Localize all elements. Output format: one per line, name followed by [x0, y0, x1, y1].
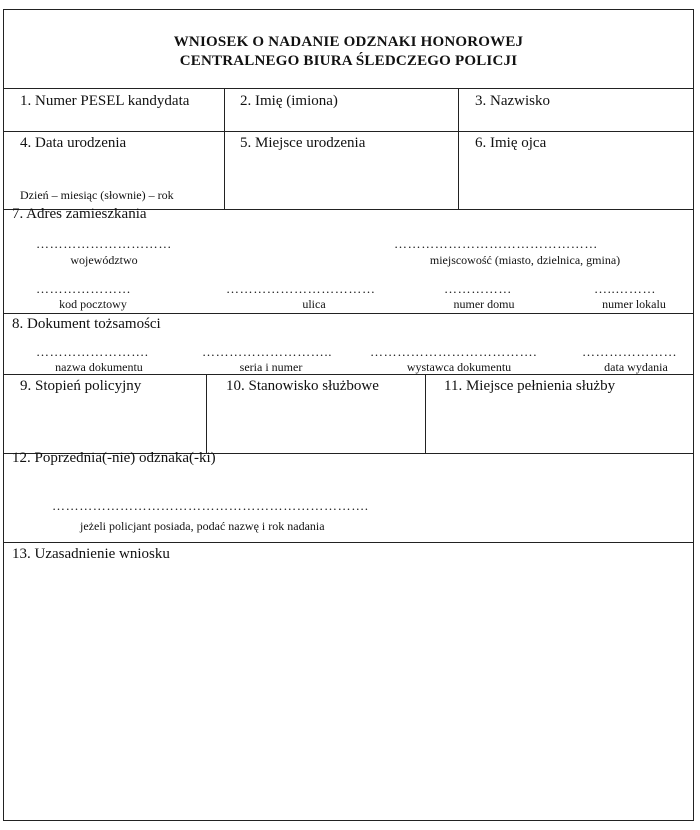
document-name-caption: nazwa dokumentu [55, 360, 143, 374]
document-name-dots: ……………………. [36, 344, 149, 359]
field-police-rank-label: 9. Stopień policyjny [20, 378, 142, 394]
form-title-line1: WNIOSEK O NADANIE ODZNAKI HONOROWEJ [173, 34, 524, 50]
field-birth-date-label: 4. Data urodzenia [20, 135, 127, 151]
field-id-document-label: 8. Dokument tożsamości [12, 316, 161, 332]
field-position-label: 10. Stanowisko służbowe [226, 378, 379, 394]
address-voivodeship-dots: ………………………… [36, 236, 172, 251]
field-previous-badges-label: 12. Poprzednia(-nie) odznaka(-ki) [12, 450, 216, 466]
previous-badges-dots: ……………………………………………………………. [52, 498, 369, 513]
divider [206, 374, 207, 453]
field-address-label: 7. Adres zamieszkania [12, 206, 147, 222]
document-issue-date-caption: data wydania [604, 360, 668, 374]
document-series-caption: seria i numer [239, 360, 303, 374]
divider [4, 88, 693, 89]
address-street-dots: …………………………… [226, 281, 376, 296]
address-flat-number-dots: …..……… [594, 281, 657, 296]
field-birth-place-label: 5. Miejsce urodzenia [240, 135, 366, 151]
address-voivodeship-caption: województwo [70, 253, 138, 267]
address-locality-caption: miejscowość (miasto, dzielnica, gmina) [429, 253, 621, 267]
document-issuer-caption: wystawca dokumentu [406, 360, 512, 374]
previous-badges-hint: jeżeli policjant posiada, podać nazwę i rok nadania [80, 519, 325, 533]
address-postcode-dots: ………………… [36, 281, 132, 296]
field-first-name-label: 2. Imię (imiona) [240, 93, 338, 109]
field-service-place-label: 11. Miejsce pełnienia służby [444, 378, 616, 394]
address-locality-dots: ……………………………………… [394, 236, 598, 251]
divider [425, 374, 426, 453]
address-street-caption: ulica [302, 297, 326, 311]
divider [4, 374, 693, 375]
field-father-name-label: 6. Imię ojca [475, 135, 547, 151]
field-surname-label: 3. Nazwisko [475, 93, 550, 109]
address-house-number-caption: numer domu [453, 297, 515, 311]
address-house-number-dots: …………… [444, 281, 512, 296]
divider [458, 88, 459, 209]
divider [4, 313, 693, 314]
address-postcode-caption: kod pocztowy [59, 297, 127, 311]
field-pesel-label: 1. Numer PESEL kandydata [20, 93, 190, 109]
address-flat-number-caption: numer lokalu [602, 297, 666, 311]
divider [4, 542, 693, 543]
document-issuer-dots: ………………………………. [370, 344, 538, 359]
field-birth-date-hint: Dzień – miesiąc (słownie) – rok [20, 188, 174, 202]
form-title-line2: CENTRALNEGO BIURA ŚLEDCZEGO POLICJI [179, 53, 518, 69]
document-issue-date-dots: ………………… [582, 344, 678, 359]
document-series-dots: ……………………….. [202, 344, 333, 359]
divider [224, 88, 225, 209]
field-justification-label: 13. Uzasadnienie wniosku [12, 546, 170, 562]
divider [4, 131, 693, 132]
application-form [3, 9, 694, 821]
